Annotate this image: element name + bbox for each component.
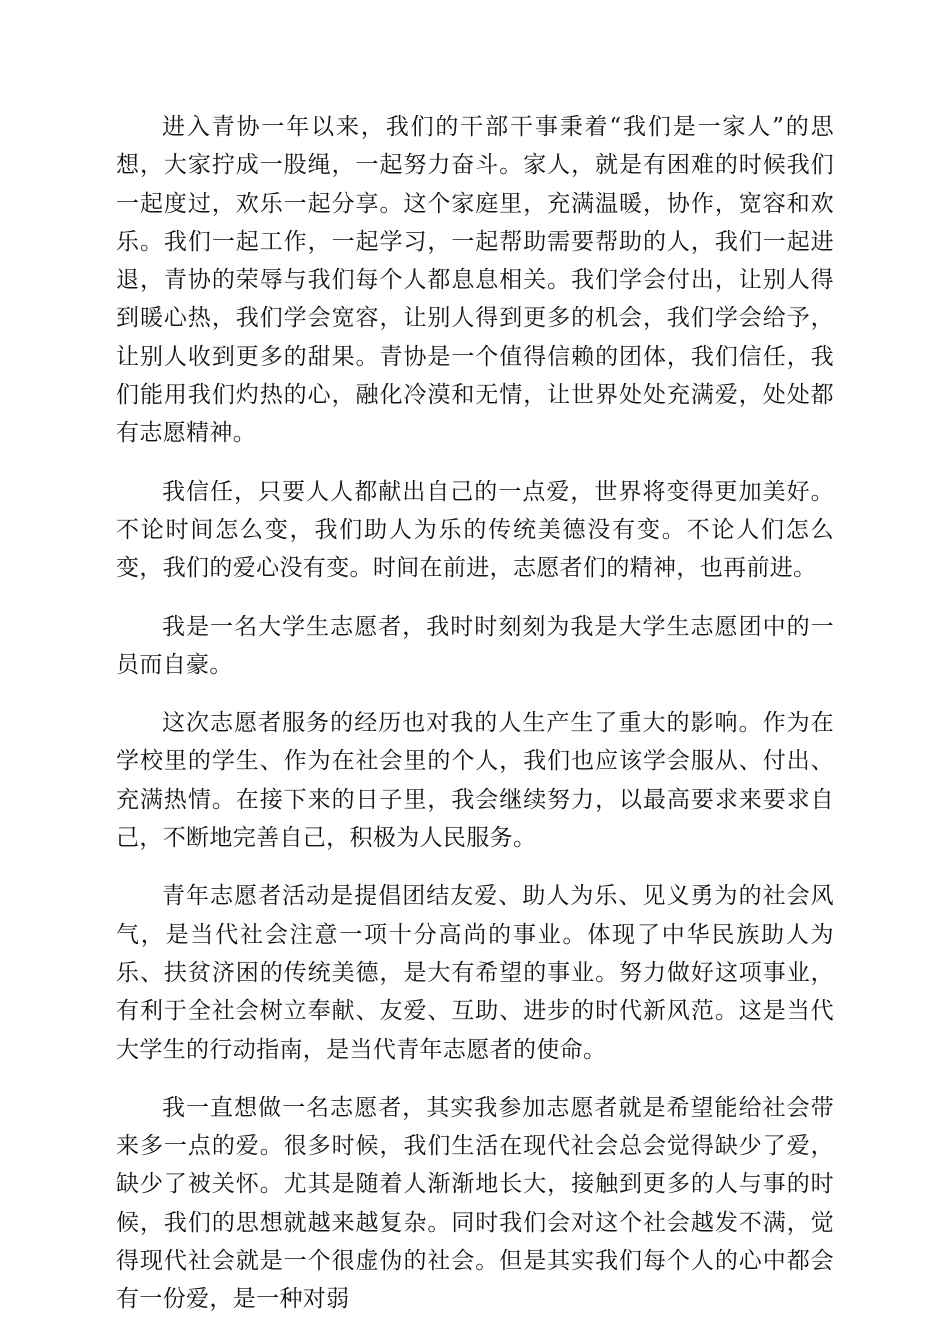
document-body <box>116 108 834 1339</box>
paragraph-3: 我是一名大学生志愿者，我时时刻刻为我是大学生志愿团中的一员而自豪。 <box>116 613 834 678</box>
paragraph-1: 进入青协一年以来，我们的干部干事秉着“我们是一家人”的思想，大家拧成一股绳，一起努力奋斗。家人，就是有困难的时候我们一起度过，欢乐一起分享。这个家庭里，充满温暖，协作，宽容和欢乐。我们一起工作，一起学习，一起帮助需要帮助的人，我们一起进退，青协的荣辱与我们每个人都息息相关。我们学会付出，让别人得到暖心热，我们学会宽容，让别人得到更多的机会，我们学会给予，让别人收到更多的甜果。青协是一个值得信赖的团体，我们信任，我们能用我们灼热的心，融化冷漠和无情，让世界处处充满爱，处处都有志愿精神。 <box>116 114 834 447</box>
paragraph-2: 我信任，只要人人都献出自己的一点爱，世界将变得更加美好。不论时间怎么变，我们助人为乐的传统美德没有变。不论人们怎么变，我们的爱心没有变。时间在前进，志愿者们的精神，也再前进。 <box>116 478 834 582</box>
paragraph-4: 这次志愿者服务的经历也对我的人生产生了重大的影响。作为在学校里的学生、作为在社会里的个人，我们也应该学会服从、付出、充满热情。在接下来的日子里，我会继续努力，以最高要求来要求自己，不断地完善自己，积极为人民服务。 <box>116 710 834 852</box>
paragraph-6: 我一直想做一名志愿者，其实我参加志愿者就是希望能给社会带来多一点的爱。很多时候，我们生活在现代社会总会觉得缺少了爱，缺少了被关怀。尤其是随着人渐渐地长大，接触到更多的人与事的时候，我们的思想就越来越复杂。同时我们会对这个社会越发不满，觉得现代社会就是一个很虚伪的社会。但是其实我们每个人的心中都会有一份爱，是一种对弱 <box>116 1094 834 1313</box>
paragraph-5: 青年志愿者活动是提倡团结友爱、助人为乐、见义勇为的社会风气，是当代社会注意一项十分高尚的事业。体现了中华民族助人为乐、扶贫济困的传统美德，是大有希望的事业。努力做好这项事业，有利于全社会树立奉献、友爱、互助、进步的时代新风范。这是当代大学生的行动指南，是当代青年志愿者的使命。 <box>116 883 834 1063</box>
